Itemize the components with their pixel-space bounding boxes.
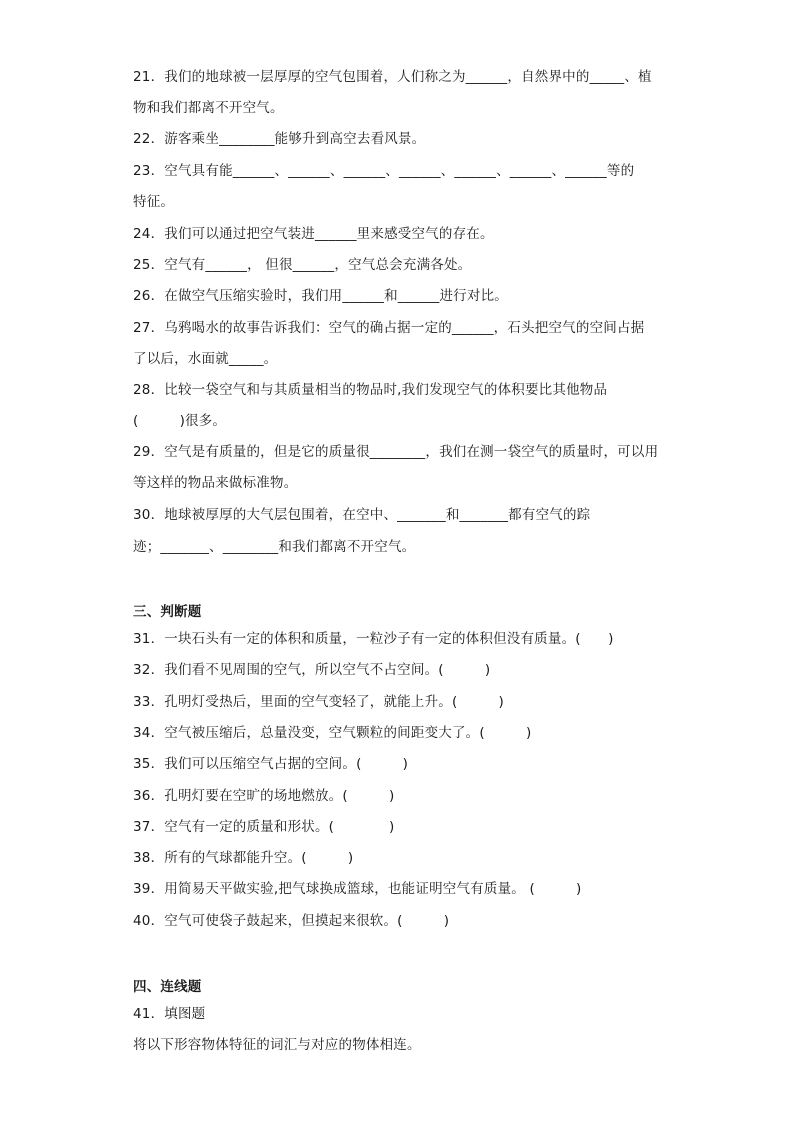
- question-29-line-2: 等这样的物品来做标准物。: [133, 475, 298, 491]
- question-27-line-1: 27．乌鸦喝水的故事告诉我们：空气的确占据一定的______，石头把空气的空间占据: [133, 320, 645, 336]
- question-37: 37．空气有一定的质量和形状。( ): [133, 819, 395, 835]
- question-23-line-1: 23．空气具有能______、______、______、______、______、______、______等的: [133, 163, 635, 179]
- question-38: 38．所有的气球都能升空。( ): [133, 850, 354, 866]
- question-40: 40．空气可使袋子鼓起来，但摸起来很软。( ): [133, 913, 450, 929]
- question-26: 26．在做空气压缩实验时，我们用______和______进行对比。: [133, 288, 508, 304]
- question-34: 34．空气被压缩后，总量没变，空气颗粒的间距变大了。( ): [133, 725, 532, 741]
- question-30-line-2: 迹；_______、________和我们都离不开空气。: [133, 539, 416, 555]
- question-30-line-1: 30．地球被厚厚的大气层包围着，在空中、_______和_______都有空气的踪: [133, 507, 591, 523]
- question-32: 32．我们看不见周围的空气，所以空气不占空间。( ): [133, 662, 491, 678]
- question-22: 22．游客乘坐________能够升到高空去看风景。: [133, 131, 426, 147]
- question-27-line-2: 了以后，水面就_____。: [133, 351, 278, 367]
- question-33: 33．孔明灯受热后，里面的空气变轻了，就能上升。( ): [133, 694, 505, 710]
- question-35: 35．我们可以压缩空气占据的空间。( ): [133, 756, 409, 772]
- question-21-line-2: 物和我们都离不开空气。: [133, 100, 284, 116]
- question-23-line-2: 特征。: [133, 194, 175, 210]
- question-39: 39．用简易天平做实验,把气球换成篮球，也能证明空气有质量。 ( ): [133, 881, 582, 897]
- section-heading-judge: 三、判断题: [133, 604, 202, 620]
- question-28-line-1: 28．比较一袋空气和与其质量相当的物品时,我们发现空气的体积要比其他物品: [133, 382, 608, 398]
- question-21-line-1: 21．我们的地球被一层厚厚的空气包围着，人们称之为______，自然界中的_____、植: [133, 69, 652, 85]
- question-41-title: 41．填图题: [133, 1006, 206, 1022]
- question-28-line-2: ( )很多。: [133, 413, 227, 429]
- question-29-line-1: 29．空气是有质量的，但是它的质量很________，我们在测一袋空气的质量时，可以用: [133, 444, 659, 460]
- section-heading-matching: 四、连线题: [133, 979, 202, 995]
- question-24: 24．我们可以通过把空气装进______里来感受空气的存在。: [133, 226, 494, 242]
- question-25: 25．空气有______， 但很______，空气总会充满各处。: [133, 257, 472, 273]
- question-36: 36．孔明灯要在空旷的场地燃放。( ): [133, 788, 395, 804]
- question-31: 31．一块石头有一定的体积和质量，一粒沙子有一定的体积但没有质量。( ): [133, 631, 614, 647]
- question-41-instruction: 将以下形容物体特征的词汇与对应的物体相连。: [133, 1037, 421, 1053]
